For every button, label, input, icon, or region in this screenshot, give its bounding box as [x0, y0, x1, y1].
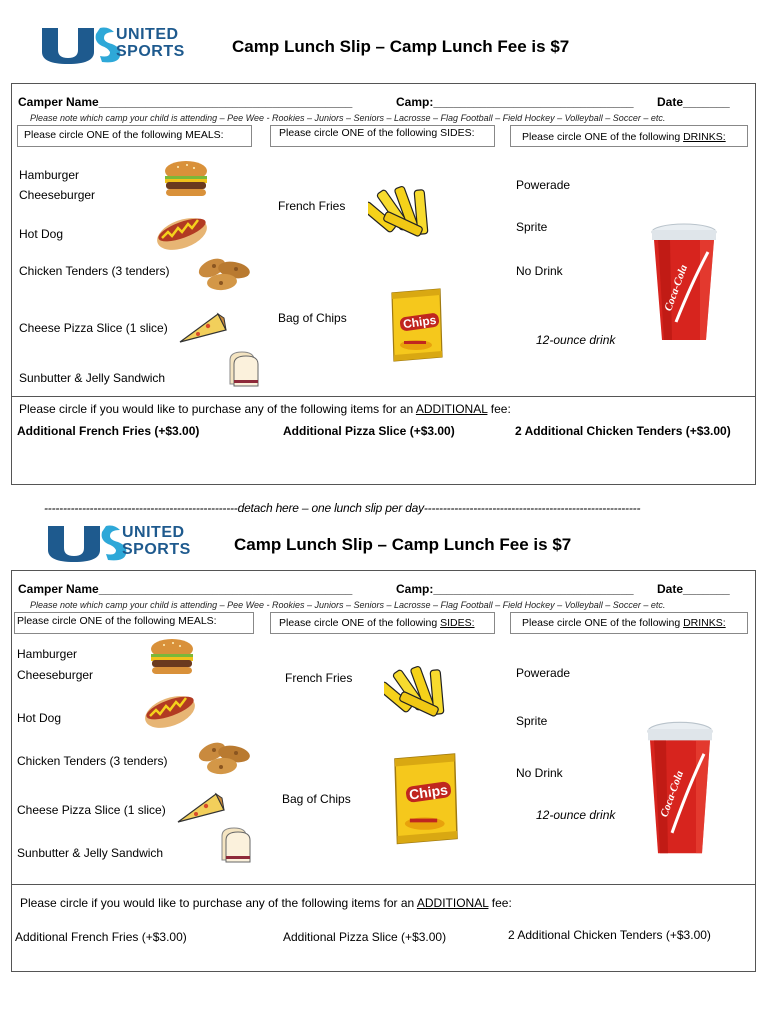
- hotdog-icon: [142, 690, 200, 734]
- sandwich-icon: [224, 350, 264, 390]
- meal-option-cheeseburger[interactable]: Cheeseburger: [17, 668, 94, 682]
- logo-text-line1: UNITED: [122, 524, 185, 541]
- pizza-slice-icon: [176, 792, 226, 826]
- side-option-french-fries[interactable]: French Fries: [278, 199, 346, 213]
- united-sports-logo: [44, 522, 196, 564]
- drink-option-no-drink[interactable]: No Drink: [516, 264, 563, 278]
- additional-chicken-tenders[interactable]: 2 Additional Chicken Tenders (+$3.00): [515, 424, 731, 438]
- chips-bag-label: Chips: [405, 781, 452, 803]
- detach-line: ---------------------------------------------------detach here – one lunch slip per day---------------------------------------------------------: [44, 501, 641, 515]
- drink-size-note: 12-ounce drink: [536, 808, 616, 822]
- french-fries-icon: [368, 180, 440, 250]
- hotdog-icon: [154, 212, 212, 256]
- meal-option-pizza-slice[interactable]: Cheese Pizza Slice (1 slice): [17, 803, 166, 817]
- sandwich-icon: [216, 826, 256, 866]
- chicken-tenders-icon: [194, 736, 256, 778]
- united-sports-logo: [38, 24, 190, 66]
- logo-text-line2: SPORTS: [116, 43, 185, 60]
- drink-option-powerade[interactable]: Powerade: [516, 178, 571, 192]
- drink-option-sprite[interactable]: Sprite: [516, 714, 548, 728]
- meal-option-chicken-tenders[interactable]: Chicken Tenders (3 tenders): [17, 754, 168, 768]
- soda-cup-label: Coca-Cola: [662, 263, 691, 313]
- logo-text-line2: SPORTS: [122, 541, 191, 558]
- french-fries-icon: [384, 660, 456, 730]
- side-option-chips[interactable]: Bag of Chips: [282, 792, 351, 806]
- meal-option-sandwich[interactable]: Sunbutter & Jelly Sandwich: [17, 846, 164, 860]
- meals-heading: Please circle ONE of the following MEALS:: [24, 129, 224, 141]
- meal-option-pizza-slice[interactable]: Cheese Pizza Slice (1 slice): [19, 321, 168, 335]
- camper-name-field[interactable]: Camper Name______________________________________: [18, 582, 353, 596]
- camp-note: Please note which camp your child is attending – Pee Wee - Rookies – Juniors – Seniors – Lacrosse – Flag Football – Field Hockey – Volleyball – Soccer – etc.: [30, 600, 666, 610]
- drinks-heading: Please circle ONE of the following DRINKS:: [522, 131, 726, 143]
- camper-name-field[interactable]: Camper Name______________________________________: [18, 95, 353, 109]
- camp-field[interactable]: Camp:______________________________: [396, 95, 634, 109]
- hamburger-icon: [162, 160, 210, 198]
- date-field[interactable]: Date_______: [657, 95, 730, 109]
- soda-cup-icon: [650, 222, 718, 346]
- meal-option-cheeseburger[interactable]: Cheeseburger: [19, 188, 96, 202]
- camp-field[interactable]: Camp:______________________________: [396, 582, 634, 596]
- camp-note: Please note which camp your child is attending – Pee Wee - Rookies – Juniors – Seniors – Lacrosse – Flag Football – Field Hockey – Volleyball – Soccer – etc.: [30, 113, 666, 123]
- drinks-heading: Please circle ONE of the following DRINKS:: [522, 617, 726, 629]
- additional-divider: [11, 396, 756, 397]
- logo-text-line1: UNITED: [116, 26, 179, 43]
- pizza-slice-icon: [178, 312, 228, 346]
- soda-cup-icon: [646, 720, 714, 860]
- sides-heading: Please circle ONE of the following SIDES:: [279, 127, 475, 139]
- hamburger-icon: [148, 638, 196, 676]
- meal-option-chicken-tenders[interactable]: Chicken Tenders (3 tenders): [19, 264, 170, 278]
- side-option-chips[interactable]: Bag of Chips: [278, 311, 347, 325]
- chips-bag-icon: [388, 287, 446, 365]
- additional-french-fries[interactable]: Additional French Fries (+$3.00): [15, 930, 187, 944]
- soda-cup-label: Coca-Cola: [658, 769, 687, 819]
- drink-size-note: 12-ounce drink: [536, 333, 616, 347]
- drink-option-sprite[interactable]: Sprite: [516, 220, 548, 234]
- sides-heading: Please circle ONE of the following SIDES:: [279, 617, 475, 629]
- meal-option-sandwich[interactable]: Sunbutter & Jelly Sandwich: [19, 371, 166, 385]
- additional-chicken-tenders[interactable]: 2 Additional Chicken Tenders (+$3.00): [508, 928, 711, 942]
- meals-heading: Please circle ONE of the following MEALS:: [17, 615, 217, 627]
- meal-option-hamburger[interactable]: Hamburger: [17, 647, 78, 661]
- additional-pizza-slice[interactable]: Additional Pizza Slice (+$3.00): [283, 424, 455, 438]
- page-title: Camp Lunch Slip – Camp Lunch Fee is $7: [234, 535, 572, 554]
- drink-option-powerade[interactable]: Powerade: [516, 666, 571, 680]
- chips-bag-icon: [390, 748, 462, 852]
- side-option-french-fries[interactable]: French Fries: [285, 671, 353, 685]
- additional-prompt: Please circle if you would like to purchase any of the following items for an ADDITIONAL fee:: [19, 402, 511, 416]
- additional-prompt: Please circle if you would like to purchase any of the following items for an ADDITIONAL fee:: [20, 896, 512, 910]
- additional-pizza-slice[interactable]: Additional Pizza Slice (+$3.00): [283, 930, 447, 944]
- chicken-tenders-icon: [194, 252, 256, 294]
- chips-bag-label: Chips: [399, 312, 440, 331]
- meal-option-hot-dog[interactable]: Hot Dog: [19, 227, 64, 241]
- meal-option-hamburger[interactable]: Hamburger: [19, 168, 80, 182]
- page-title: Camp Lunch Slip – Camp Lunch Fee is $7: [232, 37, 570, 56]
- date-field[interactable]: Date_______: [657, 582, 730, 596]
- meal-option-hot-dog[interactable]: Hot Dog: [17, 711, 62, 725]
- additional-french-fries[interactable]: Additional French Fries (+$3.00): [17, 424, 200, 438]
- additional-divider: [11, 884, 756, 885]
- drink-option-no-drink[interactable]: No Drink: [516, 766, 563, 780]
